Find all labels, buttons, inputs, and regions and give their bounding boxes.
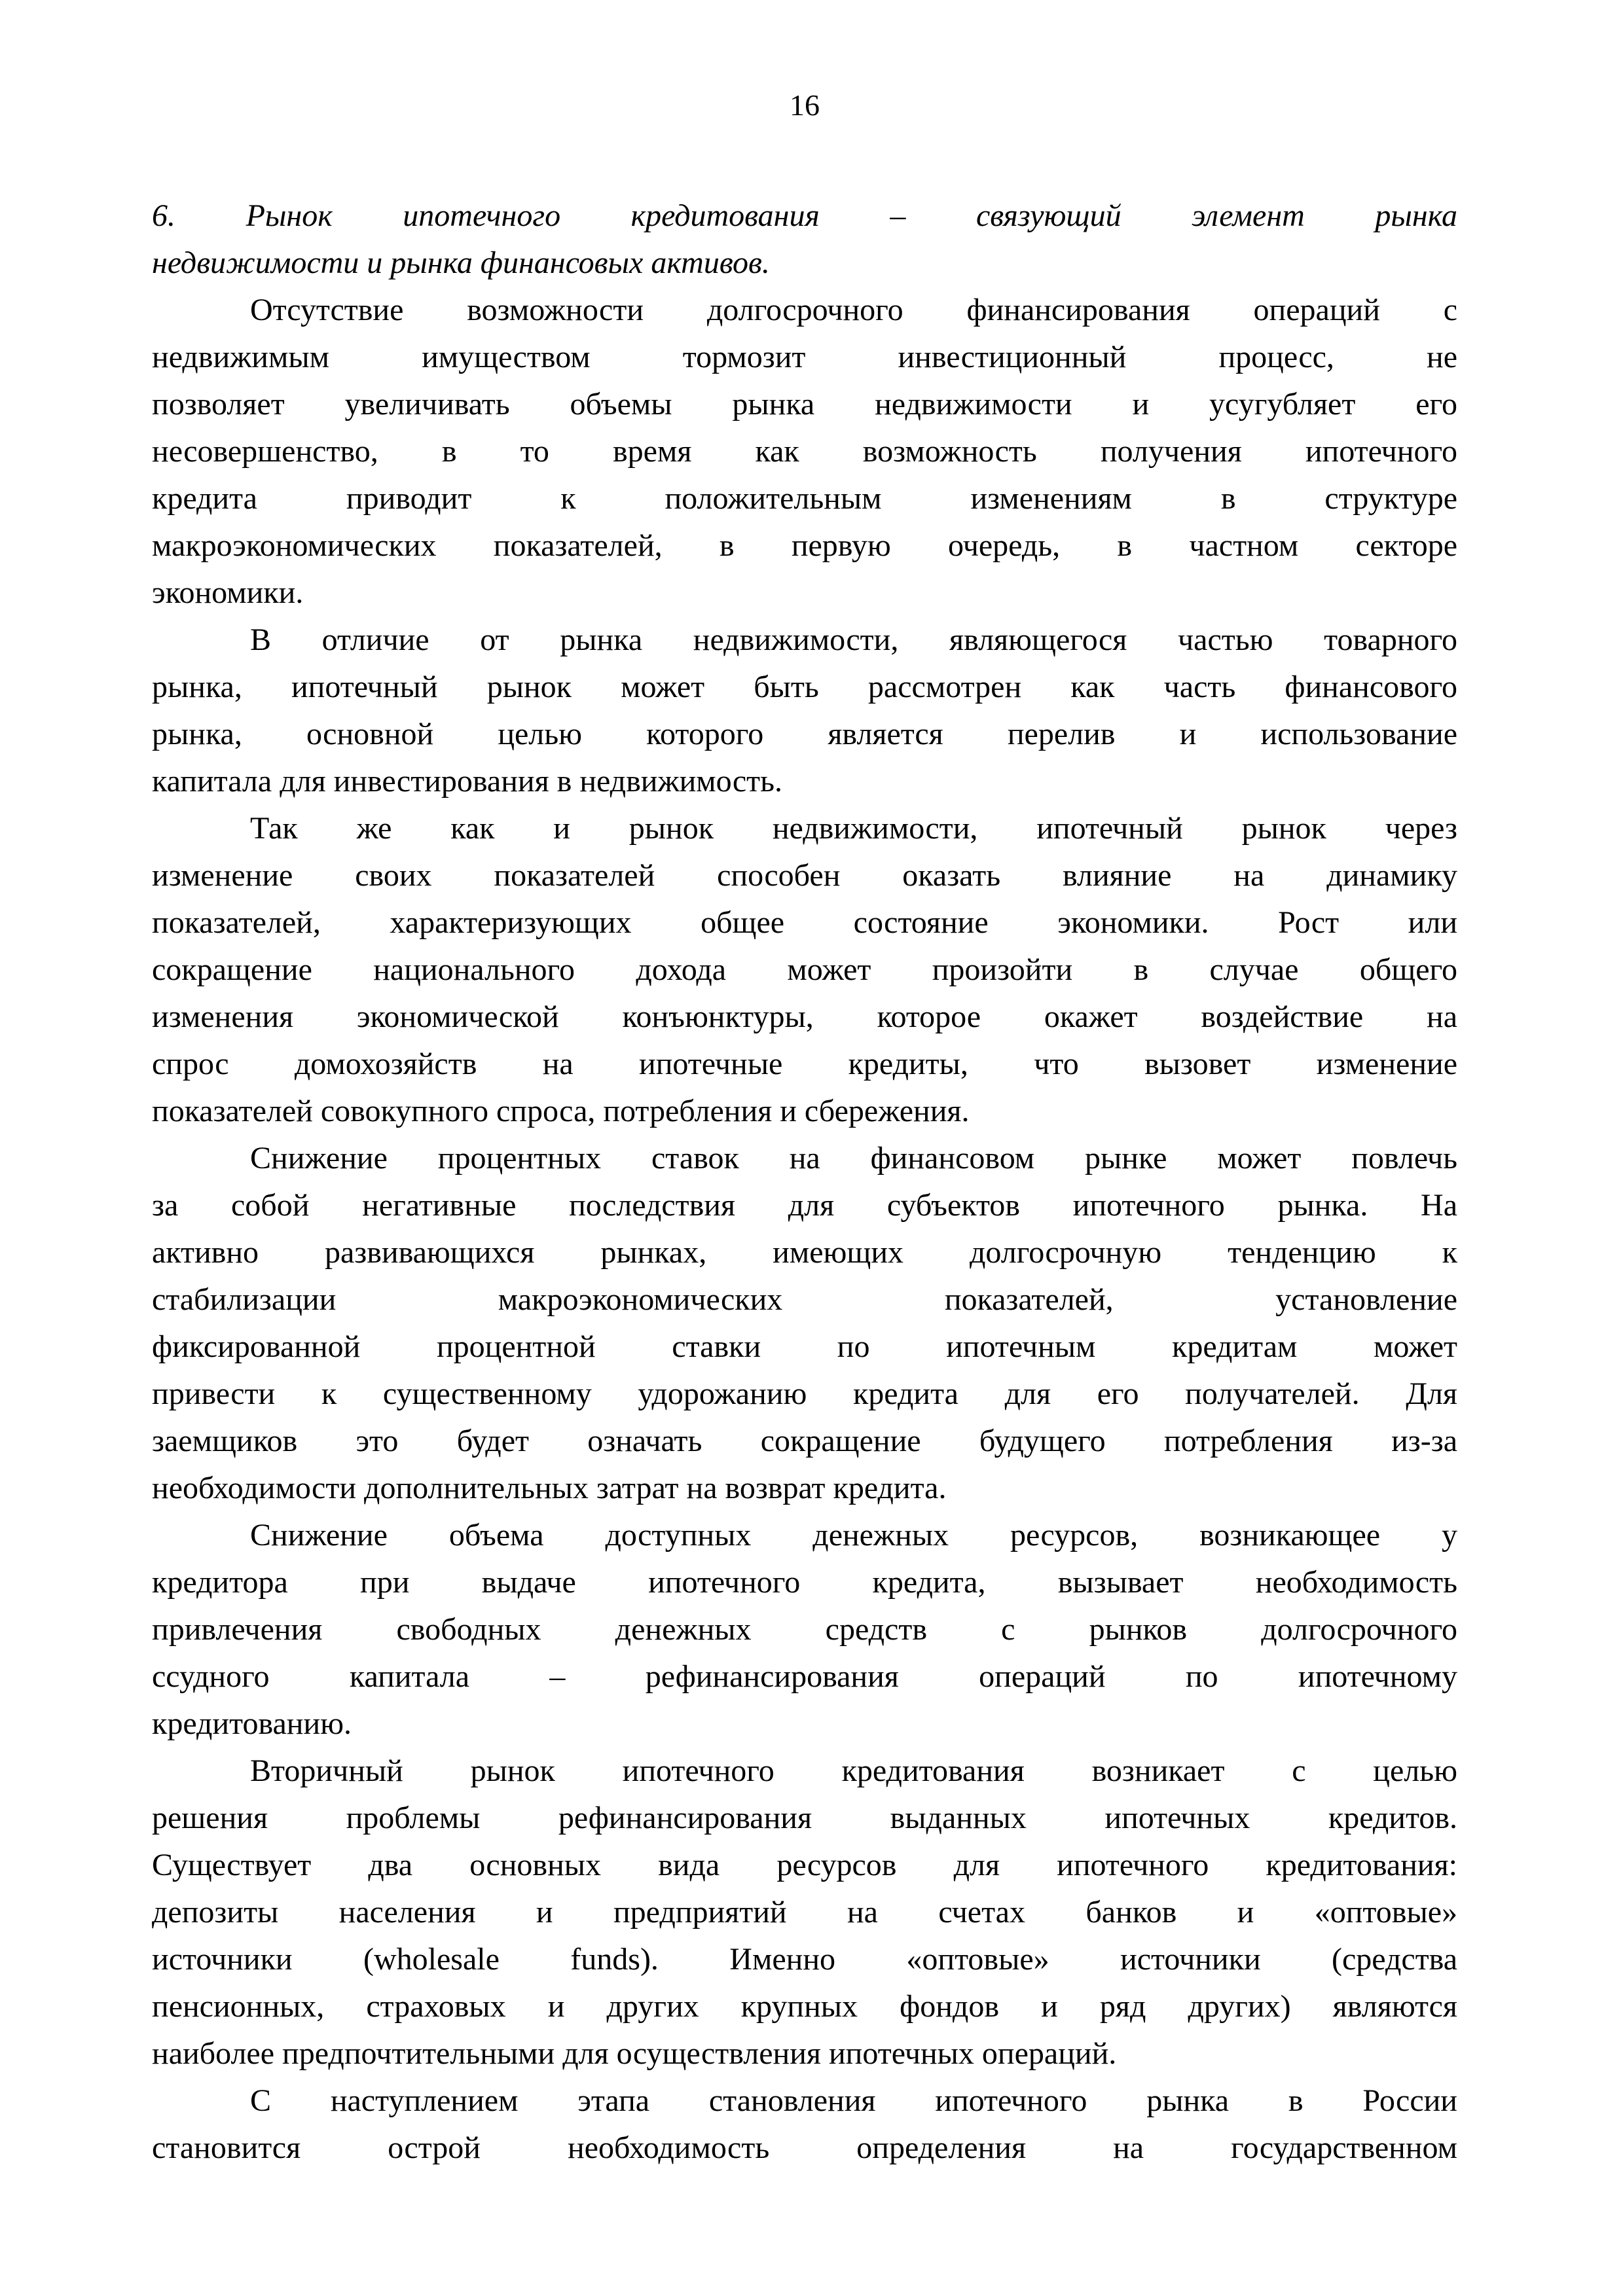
paragraph-4-line: за собой негативные последствия для субъектов ипотечного рынка. На: [152, 1188, 1457, 1223]
paragraph-7-line: С наступлением этапа становления ипотечного рынка в России: [250, 2083, 1457, 2118]
paragraph-1-line: Отсутствие возможности долгосрочного финансирования операций с: [250, 293, 1457, 327]
paragraph-2-line: рынка, ипотечный рынок может быть рассмотрен как часть финансового: [152, 670, 1457, 704]
paragraph-6-line: пенсионных, страховых и других крупных фондов и ряд других) являются: [152, 1989, 1457, 2024]
paragraph-4: [152, 1135, 1457, 1512]
paragraph-2-line: В отличие от рынка недвижимости, являющегося частью товарного: [250, 622, 1457, 657]
paragraph-4-line: стабилизации макроэкономических показателей, установление: [152, 1282, 1457, 1317]
paragraph-1-line: кредита приводит к положительным изменениям в структуре: [152, 481, 1457, 516]
paragraph-7: [152, 2077, 1457, 2172]
paragraph-5-line: Снижение объема доступных денежных ресурсов, возникающее у: [250, 1518, 1457, 1552]
paragraph-1-line: макроэкономических показателей, в первую очередь, в частном секторе: [152, 528, 1457, 563]
heading-line: недвижимости и рынка финансовых активов.: [152, 245, 770, 280]
paragraph-4-line: Снижение процентных ставок на финансовом рынке может повлечь: [250, 1141, 1457, 1175]
paragraph-3-line: спрос домохозяйств на ипотечные кредиты, что вызовет изменение: [152, 1047, 1457, 1081]
paragraph-6-line: наиболее предпочтительными для осуществления ипотечных операций.: [152, 2036, 1117, 2071]
paragraph-1-line: позволяет увеличивать объемы рынка недвижимости и усугубляет его: [152, 387, 1457, 422]
paragraph-3-line: показателей совокупного спроса, потребления и сбережения.: [152, 1094, 970, 1128]
paragraph-4-line: необходимости дополнительных затрат на возврат кредита.: [152, 1471, 947, 1505]
paragraph-3-line: Так же как и рынок недвижимости, ипотечный рынок через: [250, 811, 1457, 846]
paragraph-6-line: решения проблемы рефинансирования выданных ипотечных кредитов.: [152, 1801, 1457, 1835]
paragraph-4-line: фиксированной процентной ставки по ипотечным кредитам может: [152, 1329, 1457, 1364]
paragraph-5-line: привлечения свободных денежных средств с рынков долгосрочного: [152, 1612, 1457, 1647]
paragraph-5-line: кредитованию.: [152, 1706, 352, 1741]
paragraph-3-line: изменения экономической конъюнктуры, которое окажет воздействие на: [152, 999, 1457, 1034]
paragraph-3-line: изменение своих показателей способен оказать влияние на динамику: [152, 858, 1457, 893]
paragraph-3-line: сокращение национального дохода может произойти в случае общего: [152, 952, 1457, 987]
section-heading: [152, 192, 1457, 287]
paragraph-5-line: кредитора при выдаче ипотечного кредита, вызывает необходимость: [152, 1565, 1457, 1600]
paragraph-5-line: ссудного капитала – рефинансирования операций по ипотечному: [152, 1659, 1457, 1694]
body-text: [152, 287, 1457, 2172]
paragraph-4-line: активно развивающихся рынках, имеющих долгосрочную тенденцию к: [152, 1235, 1457, 1270]
paragraph-6-line: Существует два основных вида ресурсов для ипотечного кредитования:: [152, 1848, 1457, 1882]
paragraph-2-line: рынка, основной целью которого является перелив и использование: [152, 717, 1457, 751]
paragraph-6: [152, 1748, 1457, 2077]
paragraph-3: [152, 805, 1457, 1135]
paragraph-2: [152, 617, 1457, 805]
paragraph-1: [152, 287, 1457, 617]
paragraph-6-line: депозиты населения и предприятий на счетах банков и «оптовые»: [152, 1895, 1457, 1929]
paragraph-2-line: капитала для инвестирования в недвижимость.: [152, 764, 783, 798]
page-number: 16: [790, 88, 820, 122]
paragraph-4-line: заемщиков это будет означать сокращение будущего потребления из-за: [152, 1424, 1457, 1458]
paragraph-1-line: недвижимым имуществом тормозит инвестиционный процесс, не: [152, 340, 1457, 374]
paragraph-3-line: показателей, характеризующих общее состояние экономики. Рост или: [152, 905, 1457, 940]
paragraph-6-line: источники (wholesale funds). Именно «оптовые» источники (средства: [152, 1942, 1457, 1977]
page-content: [152, 192, 1457, 2172]
paragraph-5: [152, 1512, 1457, 1748]
paragraph-1-line: экономики.: [152, 575, 304, 610]
paragraph-1-line: несовершенство, в то время как возможность получения ипотечного: [152, 434, 1457, 469]
paragraph-6-line: Вторичный рынок ипотечного кредитования возникает с целью: [250, 1753, 1457, 1788]
heading-line: 6. Рынок ипотечного кредитования – связующий элемент рынка: [152, 198, 1457, 233]
paragraph-4-line: привести к существенному удорожанию кредита для его получателей. Для: [152, 1376, 1457, 1411]
paragraph-7-line: становится острой необходимость определения на государственном: [152, 2130, 1457, 2165]
